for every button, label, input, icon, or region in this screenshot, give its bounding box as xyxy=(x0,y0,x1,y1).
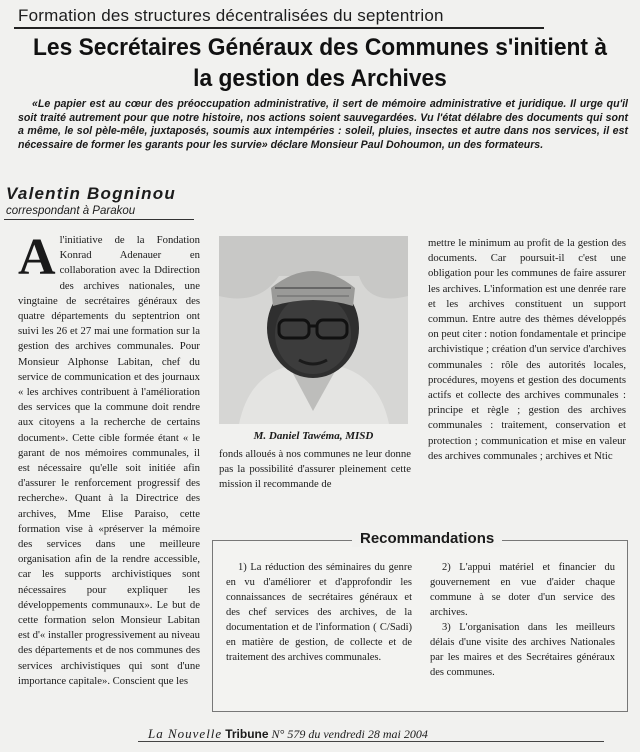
body-column-3: mettre le minimum au profit de la gestion des documents. Car poursuit-il c'est une obligation pour les communes de faire assurer les archives. L'information est une denrée rare et les archives constituent un support commun. Entre autre des thèmes développés on peut citer : notion fondamentale et principe archivistique ; création d'un service d'archives communales : rôle des autorités locales, procédures, moyens et gestion des documents actifs et collecte des archives communales : principe et règle ; gestion des archives communales : traitement, conservation et protection ; communication et mise en valeur des archives communales ; archives et Ntic xyxy=(428,237,626,462)
portrait-illustration xyxy=(219,236,408,424)
recommendation-item: 1) La réduction des séminaires du genre en vu d'améliorer et d'approfondir les connaissances de secrétaires généraux et des chef services des archives, de la documentation et de l'information ( C/Sadi) en matière de gestion, de collecte et de traitement des archives communales. xyxy=(226,562,412,663)
body-column-1 xyxy=(18,229,200,689)
recommendations-title: Recommandations xyxy=(352,530,502,547)
photo-caption: M. Daniel Tawéma, MISD xyxy=(253,430,374,442)
recommendation-item: 2) L'appui matériel et financier du gouvernement en vue d'aider chaque commune à se doter d'un service des archives. xyxy=(430,562,615,618)
footer-publication xyxy=(148,726,428,742)
body-column-1-text: l'initiative de la Fondation Konrad Adenauer en collaboration avec la Ddirection des archives nationales, une vingtaine de secrétaires généraux des quatre départements du septentrion ont suivi les 26 et 27 mai une formation sur la gestion des archives communales. Pour Monsieur Alphonse Labitan, chef du service de communication et des journaux « les archives contribuent à l'amélioration des services que la commune doit rendre aux citoyens a la recherche de certains document». Cette cible formée étant « le garant de nos mémoires communales, il est nécessaire qu'elle soit initiée afin d'assurer le renforcement progressif des recherche». Quant à la Directrice des archives, Mme Elise Paraiso, cette formation vise à «préserver la mémoire des services dans une meilleure organisation afin de la rendre accessible, car les supports archivistiques sont nécessaires pour expliquer les développements communaux». Le but de cette formation selon Monsieur Labitan est d'« installer progressivement au niveau des départements et de nos communes des services archivistiques qui sont d'une importance capitale». Conscient que les xyxy=(18,234,200,687)
portrait-photo xyxy=(219,236,408,424)
headline-line-2: la gestion des Archives xyxy=(193,65,447,92)
headline xyxy=(22,32,617,94)
drop-cap: A xyxy=(18,229,56,286)
intro-quote: «Le papier est au cœur des préoccupation administrative, il sert de mémoire administrative et juridique. Il urge qu'il soit traité autrement pour que notre histoire, nos actions soient sauvegardées. Vu l'état délabre des documents qui sont a même, le sol pèle-mêle, juxtaposés, soumis aux intempéries : soleil, pluies, insectes et autre dans nos services, il est nécessaire de former les garants pour les survie» déclare Monsieur Paul Dohoumon, un des formateurs. xyxy=(18,98,628,151)
publication-name: La Nouvelle xyxy=(148,726,223,741)
rubric-heading: Formation des structures décentralisées du septentrion xyxy=(18,6,444,25)
recommendation-item: 3) L'organisation dans les meilleurs délais d'une visite des archives Nationales par les maires et des Secrétaires généraux des communes. xyxy=(430,622,615,678)
footer-rule xyxy=(138,741,604,742)
byline-underline xyxy=(4,219,194,220)
rubric-underline xyxy=(14,27,544,29)
headline-line-1: Les Secrétaires Généraux des Communes s'initient à xyxy=(32,34,608,61)
publication-name-bold: Tribune xyxy=(225,727,269,741)
byline-name: Valentin Bogninou xyxy=(6,184,176,203)
body-column-2: fonds alloués à nos communes ne leur donne pas la possibilité d'assurer pleinement cette mission il recommande de xyxy=(219,448,411,491)
issue-info: N° 579 du vendredi 28 mai 2004 xyxy=(271,727,428,741)
recommendations-column-2 xyxy=(430,560,615,680)
byline-role: correspondant à Parakou xyxy=(6,205,136,217)
